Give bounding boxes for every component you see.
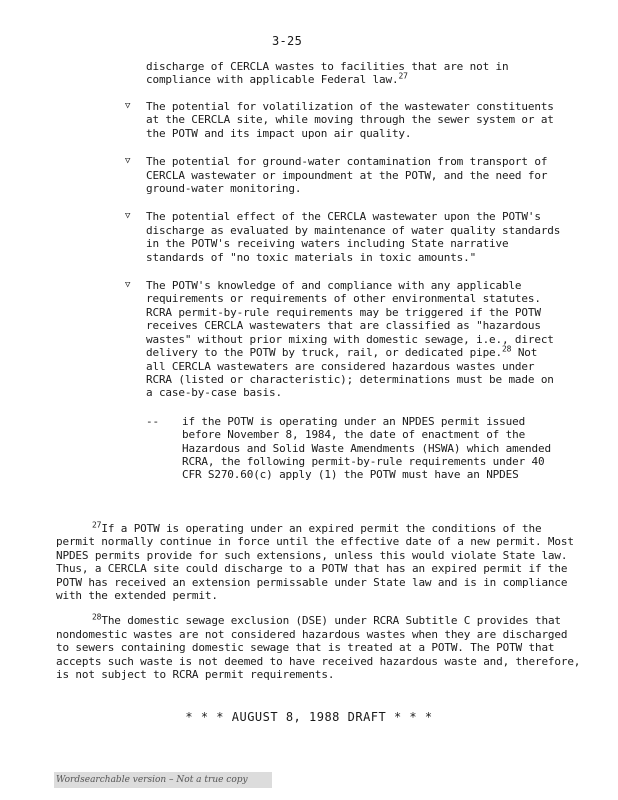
page-number: 3-25 — [272, 34, 303, 48]
bullet-text: The potential effect of the CERCLA wastewater upon the POTW's discharge as evaluated by maintenance of water quality standards in the POTW's receiving waters including State narrative standards of "no toxic materials in toxic amounts." — [146, 210, 561, 264]
bullet-discharge-effect — [118, 210, 563, 264]
footnote-ref-28: 28 — [502, 344, 512, 354]
footnote-text: The domestic sewage exclusion (DSE) under RCRA Subtitle C provides that nondomestic wastes are not considered hazardous wastes when they are discharged to sewers containing domestic sewage that is treated at a POTW. The POTW that accepts such waste is not deemed to have received hazardous waste and, therefore, is not subject to RCRA permit requirements. — [56, 614, 581, 682]
continuation-paragraph — [146, 60, 556, 87]
bullet-compliance — [118, 279, 563, 482]
bullet-text-continued: Not all CERCLA wastewaters are considered hazardous wastes under RCRA (listed or characteristic); determinations must be made on a case-by-case basis. — [146, 346, 554, 400]
dash-marker: -- — [146, 414, 159, 428]
bullet-text: The POTW's knowledge of and compliance with any applicable requirements or requirements of other environmental statutes. RCRA permit-by-rule requirements may be triggered if the POTW receives CERCLA wastewaters that are classified as "hazardous wastes" without prior mixing with domestic sewage, i.e., direct delivery to the POTW by truck, rail, or dedicated pipe. — [146, 279, 554, 360]
considerations-list — [118, 100, 563, 497]
bullet-text: The potential for volatilization of the wastewater constituents at the CERCLA site, while moving through the sewer system or at the POTW and its impact upon air quality. — [146, 100, 554, 140]
continuation-text: discharge of CERCLA wastes to facilities that are not in compliance with applicable Federal law. — [146, 60, 509, 87]
footnote-27 — [56, 522, 586, 602]
bullet-volatilization — [118, 100, 563, 140]
draft-date-footer: * * * AUGUST 8, 1988 DRAFT * * * — [185, 710, 433, 724]
triangle-bullet-icon: ▽ — [125, 280, 131, 291]
footnote-number: 27 — [92, 520, 102, 530]
footnote-28 — [56, 614, 586, 681]
triangle-bullet-icon: ▽ — [125, 211, 131, 222]
triangle-bullet-icon: ▽ — [125, 156, 131, 167]
triangle-bullet-icon: ▽ — [125, 101, 131, 111]
bullet-groundwater — [118, 155, 563, 195]
bullet-text: The potential for ground-water contamination from transport of CERCLA wastewater or impoundment at the POTW, and the need for ground-water monitoring. — [146, 155, 548, 196]
subitem-text: if the POTW is operating under an NPDES permit issued before November 8, 1984, the date of enactment of the Hazardous and Solid Waste Amendments (HSWA) which amended RCRA, the following permit-by-rule requirements under 40 CFR S270.60(c) apply (1) the POTW must have an NPDES — [182, 414, 551, 482]
footnote-number: 28 — [92, 612, 102, 622]
footnotes-section — [56, 522, 586, 693]
wordsearchable-watermark: Wordsearchable version – Not a true copy — [54, 772, 272, 788]
npdes-subitem — [146, 415, 557, 482]
footnote-ref-27: 27 — [398, 71, 408, 81]
footnote-text: If a POTW is operating under an expired permit the conditions of the permit normally continue in force until the effective date of a new permit. Most NPDES permits provide for such extensions, unless this would violate State law. Thus, a CERCLA site could discharge to a POTW that has an expired permit if the POTW has received an extension permissable under State law and is in compliance with the extended permit. — [56, 522, 574, 603]
